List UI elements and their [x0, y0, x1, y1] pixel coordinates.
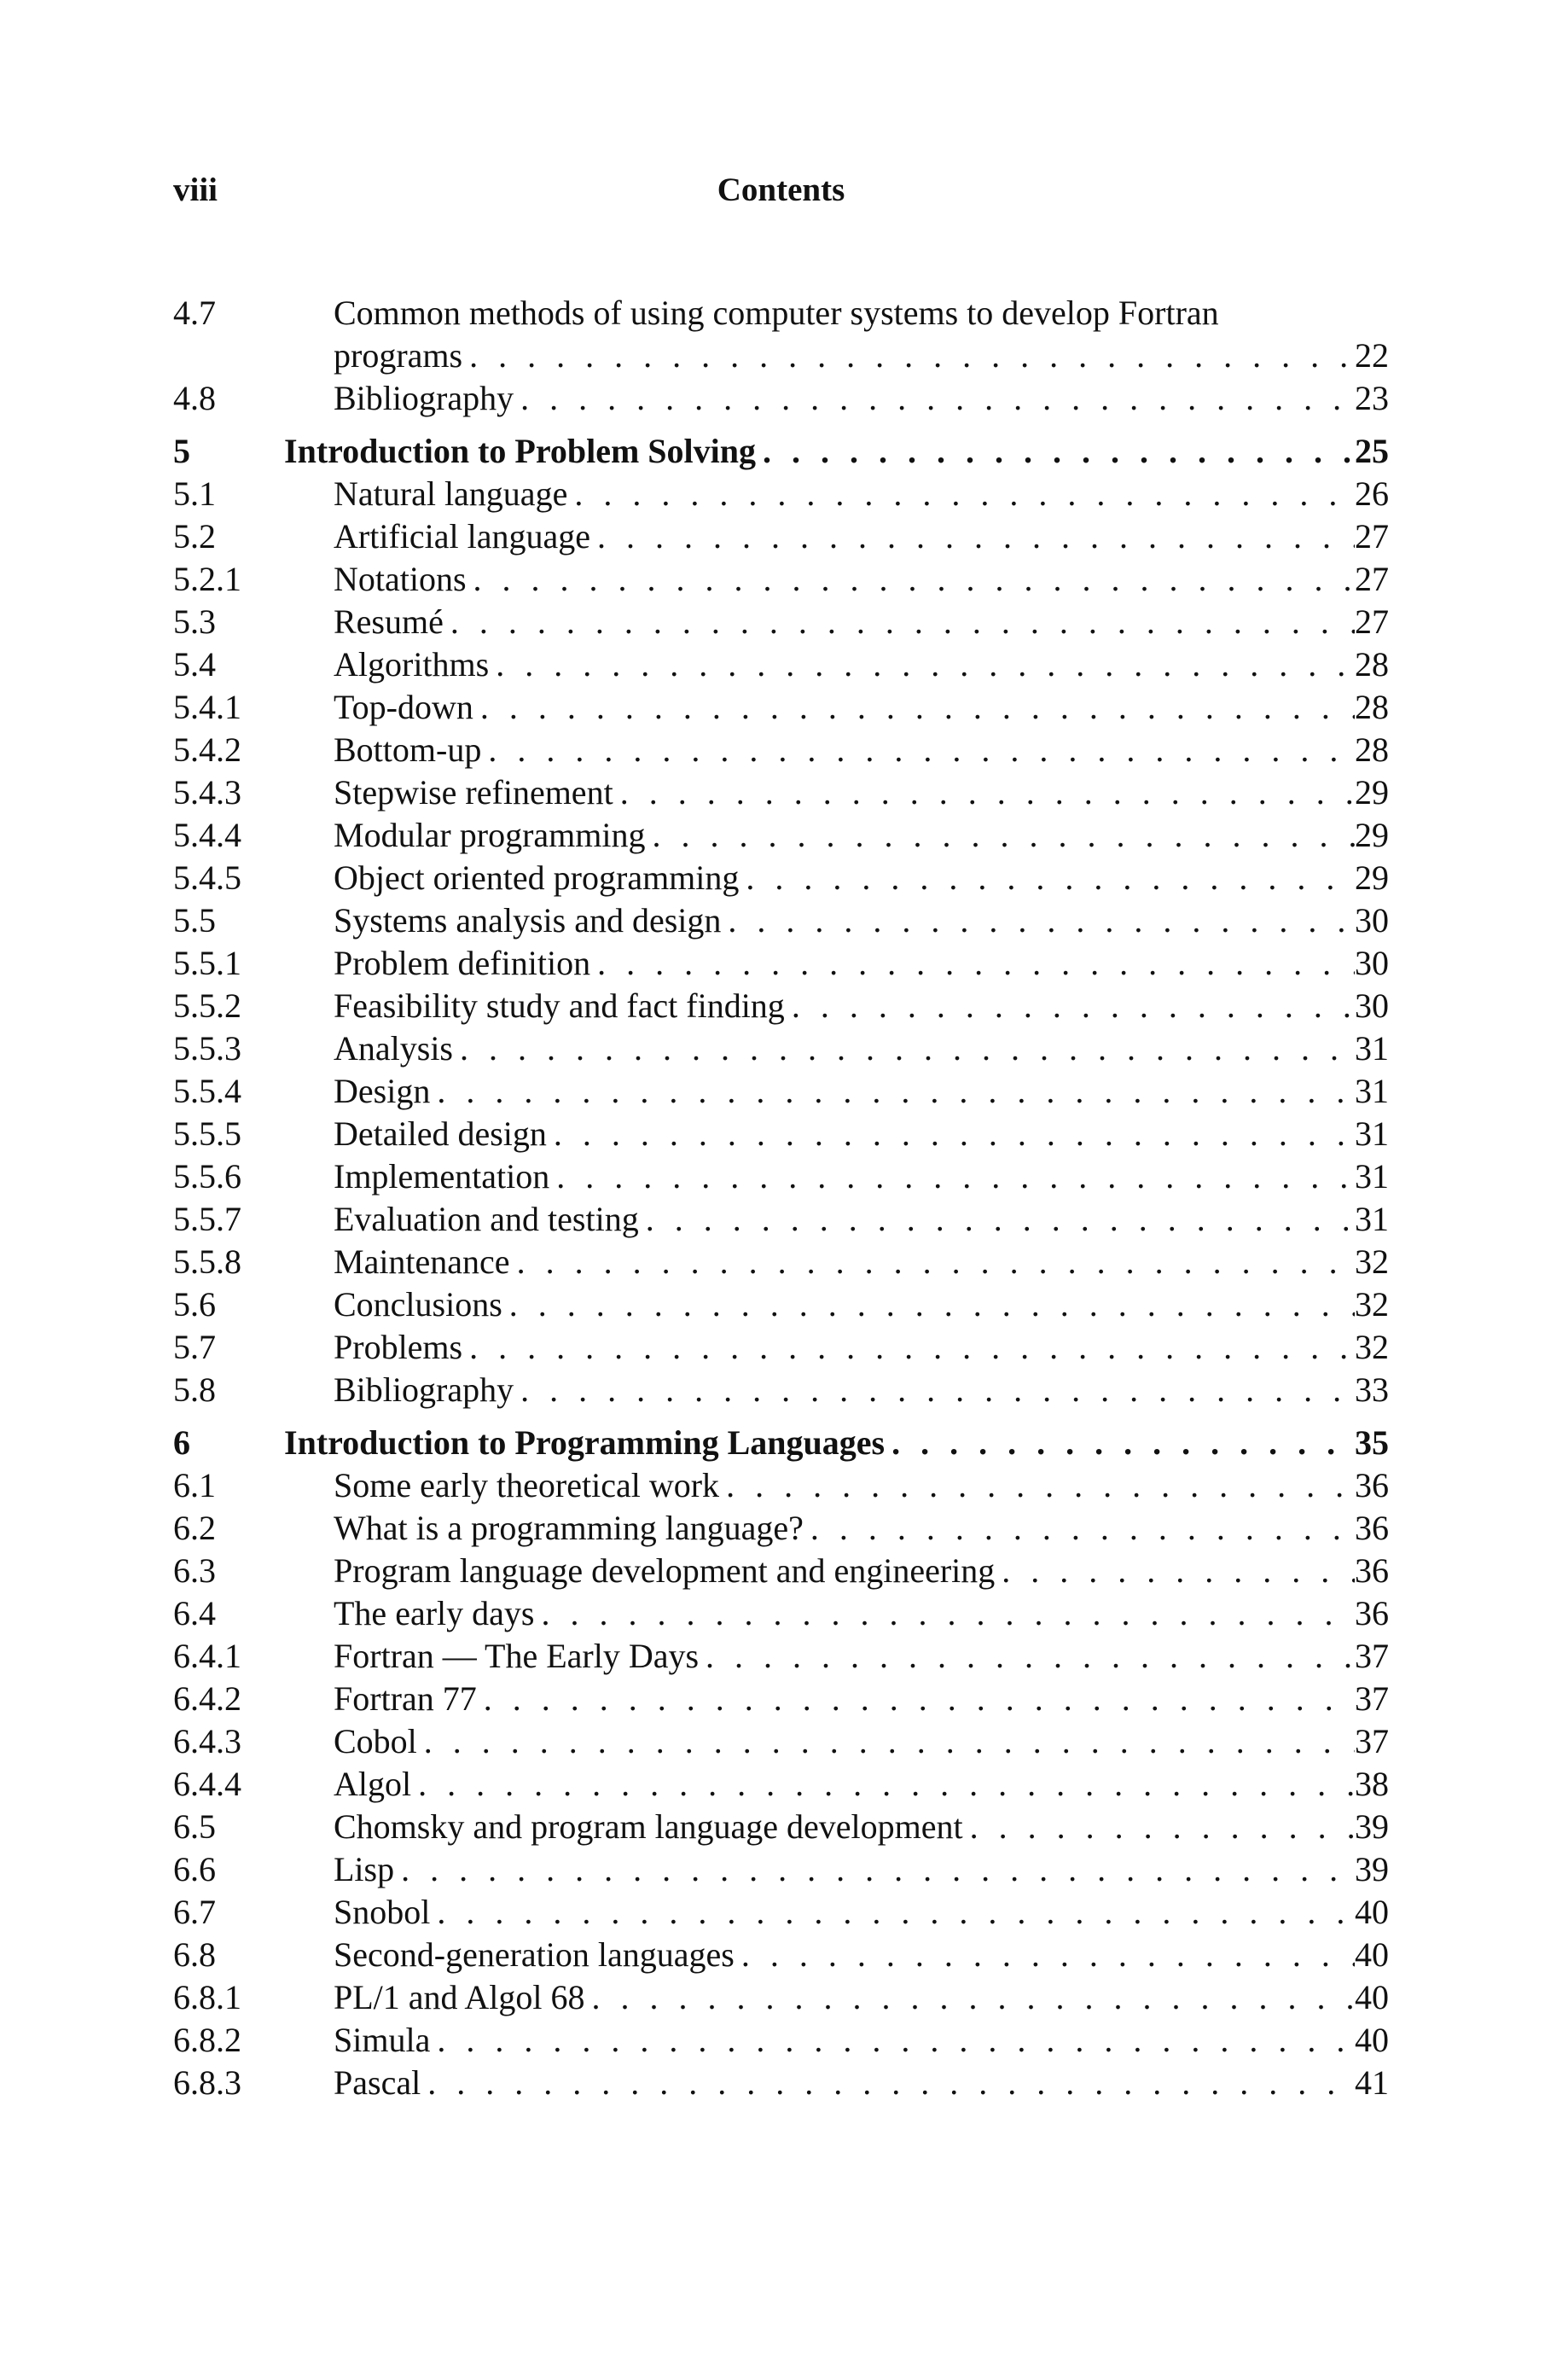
dot-leader: [453, 1027, 1355, 1070]
section-number: 5.5.4: [173, 1072, 241, 1110]
toc-entry: [173, 1113, 1389, 1155]
section-title: PL/1 and Algol 68: [334, 1978, 585, 2016]
page-reference: 31: [1355, 1114, 1389, 1153]
section-title: Notations: [334, 560, 467, 598]
toc-entry: [173, 558, 1389, 601]
section-number: 5.4.5: [173, 858, 241, 897]
dot-leader: [467, 558, 1355, 601]
page-reference: 31: [1355, 1072, 1389, 1110]
toc-entry: [173, 2019, 1389, 2062]
section-title: Problems: [334, 1328, 463, 1366]
section-title: What is a programming language?: [334, 1509, 804, 1547]
page-reference: 36: [1355, 1551, 1389, 1590]
section-title: Bottom-up: [334, 730, 482, 769]
dot-leader: [510, 1241, 1355, 1283]
page-reference: 31: [1355, 1157, 1389, 1196]
section-number: 6.8.3: [173, 2063, 241, 2102]
section-title: Introduction to Programming Languages: [284, 1423, 886, 1462]
page-reference: 36: [1355, 1466, 1389, 1504]
section-number: 6.8.1: [173, 1978, 241, 2016]
section-title: Second-generation languages: [334, 1935, 735, 1974]
section-title: Cobol: [334, 1722, 417, 1760]
dot-leader: [613, 771, 1355, 814]
dot-leader: [430, 1070, 1355, 1113]
dot-leader: [462, 1326, 1355, 1369]
section-title: Fortran 77: [334, 1679, 477, 1718]
toc-entry: [173, 1848, 1389, 1891]
section-title: Evaluation and testing: [334, 1200, 639, 1238]
page-reference: 40: [1355, 1978, 1389, 2016]
toc-entry: [173, 1891, 1389, 1934]
toc-entry: [173, 515, 1389, 558]
dot-leader: [430, 1891, 1355, 1934]
page-reference: 35: [1355, 1423, 1389, 1462]
section-number: 6: [173, 1423, 190, 1462]
dot-leader: [477, 1678, 1355, 1720]
section-title: Introduction to Problem Solving: [284, 432, 757, 470]
section-title: Problem definition: [334, 944, 591, 982]
section-title: Detailed design: [334, 1114, 547, 1153]
section-title: Bibliography: [334, 379, 514, 417]
section-title: Systems analysis and design: [334, 901, 722, 940]
page-reference: 30: [1355, 944, 1389, 982]
toc-entry: [173, 292, 1389, 377]
toc-entry: [173, 771, 1389, 814]
page-reference: 29: [1355, 773, 1389, 812]
page-reference: 40: [1355, 2021, 1389, 2059]
dot-leader: [489, 643, 1355, 686]
section-number: 5.7: [173, 1328, 216, 1366]
section-number: 5.2: [173, 517, 216, 556]
section-number: 5.2.1: [173, 560, 241, 598]
section-number: 6.3: [173, 1551, 216, 1590]
toc-entry: [173, 985, 1389, 1027]
toc-entry: [173, 1070, 1389, 1113]
page-reference: 28: [1355, 645, 1389, 684]
section-number: 5.5.7: [173, 1200, 241, 1238]
section-number: 6.8: [173, 1935, 216, 1974]
running-title: Contents: [717, 172, 845, 208]
section-number: 4.8: [173, 379, 216, 417]
section-number: 6.4: [173, 1594, 216, 1632]
section-title: Algol: [334, 1765, 412, 1803]
section-number: 5.4.3: [173, 773, 241, 812]
dot-leader: [739, 857, 1355, 899]
section-title: programs: [334, 336, 463, 375]
dot-leader: [756, 430, 1355, 473]
dot-leader: [411, 1763, 1355, 1806]
page-reference: 31: [1355, 1200, 1389, 1238]
toc-entry: [173, 899, 1389, 942]
dot-leader: [995, 1550, 1355, 1592]
section-number: 5: [173, 432, 190, 470]
dot-leader: [721, 899, 1355, 942]
section-title: Algorithms: [334, 645, 490, 684]
dot-leader: [394, 1848, 1355, 1891]
page-reference: 37: [1355, 1637, 1389, 1675]
section-title: Design: [334, 1072, 431, 1110]
toc-entry: [173, 1155, 1389, 1198]
section-title: Fortran — The Early Days: [334, 1637, 700, 1675]
dot-leader: [473, 686, 1355, 729]
toc-entry: [173, 686, 1389, 729]
page-reference: 25: [1355, 432, 1389, 470]
page-reference: 22: [1355, 336, 1389, 375]
section-title: Feasibility study and fact finding: [334, 986, 785, 1025]
section-title: Simula: [334, 2021, 431, 2059]
dot-leader: [514, 377, 1355, 420]
toc-entry: [173, 1326, 1389, 1369]
page-reference: 32: [1355, 1242, 1389, 1281]
toc-entry: [173, 1241, 1389, 1283]
section-title: Lisp: [334, 1850, 395, 1888]
section-number: 6.4.1: [173, 1637, 241, 1675]
section-title: Stepwise refinement: [334, 773, 613, 812]
toc-entry: [173, 1976, 1389, 2019]
section-number: 5.5.1: [173, 944, 241, 982]
section-title: Some early theoretical work: [334, 1466, 720, 1504]
dot-leader: [421, 2062, 1355, 2104]
dot-leader: [735, 1934, 1355, 1976]
page-reference: 27: [1355, 517, 1389, 556]
dot-leader: [547, 1113, 1355, 1155]
page-reference: 33: [1355, 1370, 1389, 1409]
toc-entry: [173, 1507, 1389, 1550]
page-reference: 30: [1355, 901, 1389, 940]
page-reference: 36: [1355, 1509, 1389, 1547]
page-reference: 32: [1355, 1328, 1389, 1366]
page-reference: 39: [1355, 1850, 1389, 1888]
page-reference: 38: [1355, 1765, 1389, 1803]
section-number: 5.5.3: [173, 1029, 241, 1068]
section-number: 5.4: [173, 645, 216, 684]
dot-leader: [567, 473, 1355, 515]
dot-leader: [430, 2019, 1355, 2062]
toc-entry: [173, 814, 1389, 857]
section-title: Maintenance: [334, 1242, 510, 1281]
section-number: 6.4.3: [173, 1722, 241, 1760]
dot-leader: [639, 1198, 1355, 1241]
dot-leader: [462, 335, 1355, 377]
toc-entry: [173, 1464, 1389, 1507]
page-reference: 37: [1355, 1722, 1389, 1760]
page-reference: 29: [1355, 858, 1389, 897]
toc-entry: [173, 1369, 1389, 1411]
toc-entry: [173, 601, 1389, 643]
section-number: 6.2: [173, 1509, 216, 1547]
section-title: Analysis: [334, 1029, 453, 1068]
dot-leader: [549, 1155, 1355, 1198]
page-reference: 23: [1355, 379, 1389, 417]
dot-leader: [590, 942, 1355, 985]
section-title: Implementation: [334, 1157, 550, 1196]
page-reference: 41: [1355, 2063, 1389, 2102]
section-number: 5.4.4: [173, 816, 241, 854]
dot-leader: [804, 1507, 1355, 1550]
toc-entry: [173, 1720, 1389, 1763]
page-reference: 36: [1355, 1594, 1389, 1632]
page-reference: 27: [1355, 602, 1389, 641]
toc-entry: [173, 377, 1389, 420]
section-number: 5.5: [173, 901, 216, 940]
page-reference: 31: [1355, 1029, 1389, 1068]
dot-leader: [885, 1422, 1355, 1464]
page-reference: 27: [1355, 560, 1389, 598]
section-number: 6.5: [173, 1807, 216, 1846]
table-of-contents: [173, 292, 1389, 2104]
toc-chapter-entry: [173, 1422, 1389, 1464]
dot-leader: [444, 601, 1355, 643]
toc-chapter-entry: [173, 430, 1389, 473]
page-reference: 28: [1355, 688, 1389, 726]
section-title: Object oriented programming: [334, 858, 740, 897]
dot-leader: [719, 1464, 1355, 1507]
toc-entry: [173, 473, 1389, 515]
dot-leader: [481, 729, 1355, 771]
dot-leader: [502, 1283, 1355, 1326]
dot-leader: [590, 515, 1355, 558]
section-number: 5.6: [173, 1285, 216, 1324]
toc-entry: [173, 1198, 1389, 1241]
section-title: Natural language: [334, 474, 568, 513]
toc-entry: [173, 857, 1389, 899]
page-header: [173, 171, 1389, 222]
section-number: 5.4.2: [173, 730, 241, 769]
page-reference: 32: [1355, 1285, 1389, 1324]
section-title: Modular programming: [334, 816, 646, 854]
section-title: Snobol: [334, 1893, 431, 1931]
section-number: 5.3: [173, 602, 216, 641]
section-title: Top-down: [334, 688, 473, 726]
toc-entry: [173, 1550, 1389, 1592]
section-title: Chomsky and program language development: [334, 1807, 963, 1846]
toc-entry: [173, 1592, 1389, 1635]
toc-entry: [173, 2062, 1389, 2104]
page-reference: 40: [1355, 1893, 1389, 1931]
section-number: 6.8.2: [173, 2021, 241, 2059]
page-reference: 39: [1355, 1807, 1389, 1846]
toc-entry: [173, 1806, 1389, 1848]
section-title-line: Common methods of using computer systems to develop Fortran: [334, 294, 1219, 332]
page-reference: 40: [1355, 1935, 1389, 1974]
toc-entry: [173, 1283, 1389, 1326]
section-number: 6.1: [173, 1466, 216, 1504]
dot-leader: [534, 1592, 1355, 1635]
section-title: Pascal: [334, 2063, 421, 2102]
section-number: 4.7: [173, 294, 216, 332]
section-number: 6.4.4: [173, 1765, 241, 1803]
page-number: viii: [173, 172, 218, 208]
dot-leader: [785, 985, 1355, 1027]
section-title: The early days: [334, 1594, 535, 1632]
section-number: 5.5.2: [173, 986, 241, 1025]
section-title: Program language development and engineering: [334, 1551, 996, 1590]
section-number: 5.1: [173, 474, 216, 513]
page-reference: 37: [1355, 1679, 1389, 1718]
toc-entry: [173, 1635, 1389, 1678]
section-title: Resumé: [334, 602, 444, 641]
section-number: 6.6: [173, 1850, 216, 1888]
toc-entry: [173, 643, 1389, 686]
dot-leader: [699, 1635, 1355, 1678]
section-title: Bibliography: [334, 1370, 514, 1409]
page-reference: 30: [1355, 986, 1389, 1025]
dot-leader: [646, 814, 1356, 857]
dot-leader: [417, 1720, 1355, 1763]
section-number: 5.5.8: [173, 1242, 241, 1281]
dot-leader: [584, 1976, 1355, 2019]
page-reference: 26: [1355, 474, 1389, 513]
page-reference: 29: [1355, 816, 1389, 854]
section-title: Artificial language: [334, 517, 590, 556]
section-number: 5.5.5: [173, 1114, 241, 1153]
section-number: 5.4.1: [173, 688, 241, 726]
section-number: 5.8: [173, 1370, 216, 1409]
section-number: 5.5.6: [173, 1157, 241, 1196]
toc-entry: [173, 942, 1389, 985]
toc-entry: [173, 1763, 1389, 1806]
toc-entry: [173, 729, 1389, 771]
toc-entry: [173, 1027, 1389, 1070]
section-title: Conclusions: [334, 1285, 502, 1324]
page-reference: 28: [1355, 730, 1389, 769]
dot-leader: [514, 1369, 1355, 1411]
section-number: 6.7: [173, 1893, 216, 1931]
toc-entry: [173, 1678, 1389, 1720]
section-number: 6.4.2: [173, 1679, 241, 1718]
toc-entry: [173, 1934, 1389, 1976]
dot-leader: [963, 1806, 1355, 1848]
